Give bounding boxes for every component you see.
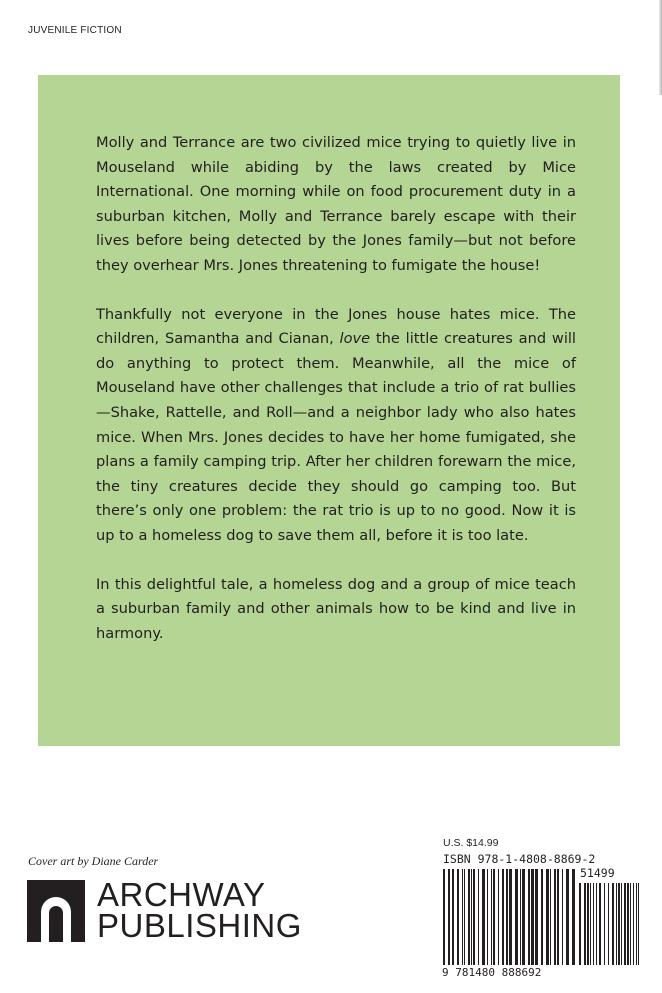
genre-label: JUVENILE FICTION bbox=[28, 25, 122, 36]
archway-arch-icon bbox=[27, 880, 85, 942]
blurb-panel bbox=[38, 75, 620, 746]
publisher-name-line2: PUBLISHING bbox=[97, 907, 302, 944]
publisher-logo bbox=[27, 876, 317, 944]
price-code: 51499 bbox=[580, 866, 615, 880]
barcode bbox=[441, 869, 641, 967]
cover-art-credit: Cover art by Diane Carder bbox=[28, 854, 159, 868]
isbn-label: ISBN 978-1-4808-8869-2 bbox=[443, 852, 596, 866]
blurb-text bbox=[96, 131, 576, 670]
price-label: U.S. $14.99 bbox=[443, 837, 499, 849]
ean-digits: 9 781480 888692 bbox=[442, 966, 542, 979]
blurb-paragraph-3: In this delightful tale, a homeless dog and a group of mice teach a suburban family and other animals how to be kind and live in harmony. bbox=[96, 575, 576, 642]
blurb-paragraph-1: Molly and Terrance are two civilized mice trying to quietly live in Mouseland while abiding by the laws created by Mice International. One morning while on food procurement duty in a suburban kitchen, Molly and Terrance barely escape with their lives before being detected by the Jones family—but not before they overhear Mrs. Jones threatening to fumigate the house! bbox=[96, 134, 576, 274]
publisher-name-line1: ARCHWAY bbox=[97, 876, 266, 913]
blurb-emphasis-love: love bbox=[339, 330, 371, 348]
blurb-paragraph-2-end: the little creatures and will do anything to protect them. Meanwhile, all the mice of Mouseland have other challenges that include a trio of rat bullies—Shake, Rattelle, and Roll—and a neighbor lady who also hates mice. When Mrs. Jones decides to have her home fumigated, she plans a family camping trip. After her children forewarn the mice, the tiny creatures decide they should go camping too. But there’s only one problem: the rat trio is up to no good. Now it is up to a homeless dog to save them all, before it is too late. bbox=[96, 330, 576, 544]
blurb-paragraph-2 bbox=[96, 303, 576, 549]
blurb-paragraph-2-start: Thankfully not everyone in the Jones house hates mice. The children, Samantha and Cianan, bbox=[96, 305, 576, 348]
